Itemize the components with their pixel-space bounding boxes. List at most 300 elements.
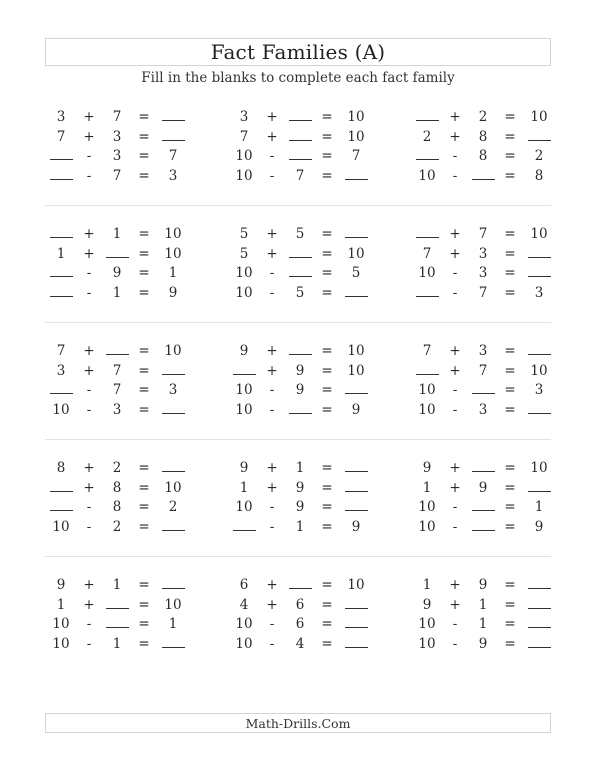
blank-line[interactable]	[472, 381, 495, 394]
equation-row	[224, 108, 364, 127]
answer-blank[interactable]	[47, 479, 75, 498]
operator: +	[83, 362, 95, 379]
equals-sign: =	[321, 167, 333, 184]
equals-sign: =	[321, 226, 333, 242]
blank-line[interactable]	[106, 342, 129, 355]
result: 10	[530, 460, 548, 476]
blank-line[interactable]	[233, 518, 256, 531]
operand-1: 10	[235, 167, 253, 184]
equation-row	[41, 147, 181, 166]
result: 1	[168, 265, 178, 281]
answer-blank[interactable]	[47, 147, 75, 166]
operand-2: 3	[112, 128, 122, 145]
equation-row	[407, 479, 547, 498]
equation-row	[224, 284, 364, 303]
answer-blank[interactable]	[159, 128, 187, 147]
operator: +	[449, 226, 461, 242]
operand-1: 10	[235, 148, 253, 164]
operator: -	[269, 635, 275, 652]
operand-1: 9	[422, 596, 432, 613]
blank-line[interactable]	[233, 362, 256, 375]
fact-family-block	[407, 108, 547, 188]
equation-row	[41, 576, 181, 595]
equation-row	[407, 615, 547, 634]
equals-sign: =	[321, 479, 333, 496]
operand-1: 10	[418, 382, 436, 398]
operand-2: 1	[478, 596, 488, 613]
answer-blank[interactable]	[342, 615, 370, 634]
blank-line[interactable]	[289, 576, 312, 589]
result: 10	[164, 596, 182, 613]
equals-sign: =	[321, 635, 333, 652]
blank-line[interactable]	[162, 362, 185, 375]
answer-blank[interactable]	[525, 401, 553, 420]
equation-row	[41, 498, 181, 517]
answer-blank[interactable]	[103, 596, 131, 615]
operand-2: 3	[478, 245, 488, 262]
blank-line[interactable]	[416, 362, 439, 375]
result: 10	[347, 343, 365, 359]
answer-blank[interactable]	[525, 615, 553, 634]
equals-sign: =	[321, 148, 333, 164]
equation-row	[224, 498, 364, 517]
answer-blank[interactable]	[159, 459, 187, 478]
blank-line[interactable]	[345, 459, 368, 472]
answer-blank[interactable]	[469, 459, 497, 478]
equals-sign: =	[504, 382, 516, 398]
equation-row	[41, 596, 181, 615]
equals-sign: =	[321, 343, 333, 359]
operand-2: 9	[295, 479, 305, 496]
operand-1: 10	[418, 167, 436, 184]
equals-sign: =	[504, 518, 516, 535]
blank-line[interactable]	[528, 264, 551, 277]
operator: +	[83, 596, 95, 613]
equals-sign: =	[321, 128, 333, 145]
operand-2: 1	[112, 284, 122, 301]
operator: -	[452, 284, 458, 301]
equals-sign: =	[321, 460, 333, 476]
blank-line[interactable]	[528, 245, 551, 258]
operand-1: 10	[235, 284, 253, 301]
result: 9	[351, 518, 361, 535]
operand-2: 7	[478, 284, 488, 301]
answer-blank[interactable]	[342, 381, 370, 400]
answer-blank[interactable]	[525, 596, 553, 615]
operand-1: 1	[56, 245, 66, 262]
footer-text: Math-Drills.Com	[245, 715, 351, 731]
blank-line[interactable]	[162, 459, 185, 472]
blank-line[interactable]	[106, 615, 129, 628]
row-divider	[45, 322, 551, 323]
answer-blank[interactable]	[159, 576, 187, 595]
fact-family-block	[224, 576, 364, 656]
blank-line[interactable]	[106, 596, 129, 609]
result: 1	[168, 616, 178, 632]
equation-row	[41, 479, 181, 498]
answer-blank[interactable]	[469, 381, 497, 400]
answer-blank[interactable]	[47, 381, 75, 400]
operator: -	[452, 265, 458, 281]
answer-blank[interactable]	[525, 342, 553, 361]
operand-2: 9	[478, 635, 488, 652]
equals-sign: =	[138, 479, 150, 496]
equation-row	[407, 108, 547, 127]
result: 5	[351, 265, 361, 281]
page-title: Fact Families (A)	[210, 40, 386, 64]
operator: -	[86, 284, 92, 301]
equation-row	[407, 225, 547, 244]
blank-line[interactable]	[472, 498, 495, 511]
equals-sign: =	[321, 284, 333, 301]
result: 10	[347, 245, 365, 262]
operand-1: 9	[422, 460, 432, 476]
answer-blank[interactable]	[47, 284, 75, 303]
answer-blank[interactable]	[413, 108, 441, 127]
blank-line[interactable]	[289, 264, 312, 277]
answer-blank[interactable]	[342, 284, 370, 303]
fact-family-block	[407, 459, 547, 539]
operand-1: 7	[422, 343, 432, 359]
operand-1: 10	[235, 616, 253, 632]
operand-2: 1	[295, 460, 305, 476]
answer-blank[interactable]	[413, 362, 441, 381]
operator: +	[83, 226, 95, 242]
operand-1: 7	[422, 245, 432, 262]
operator: +	[266, 479, 278, 496]
blank-line[interactable]	[528, 576, 551, 589]
equals-sign: =	[138, 596, 150, 613]
answer-blank[interactable]	[47, 167, 75, 186]
operand-2: 2	[112, 518, 122, 535]
equals-sign: =	[321, 382, 333, 398]
answer-blank[interactable]	[159, 518, 187, 537]
blank-line[interactable]	[345, 498, 368, 511]
blank-line[interactable]	[345, 381, 368, 394]
answer-blank[interactable]	[159, 635, 187, 654]
operand-1: 10	[418, 616, 436, 632]
operand-2: 7	[478, 362, 488, 379]
equation-row	[41, 342, 181, 361]
operator: -	[86, 382, 92, 398]
blank-line[interactable]	[345, 284, 368, 297]
equation-row	[407, 576, 547, 595]
operand-2: 8	[112, 499, 122, 515]
operand-2: 3	[112, 401, 122, 418]
blank-line[interactable]	[162, 635, 185, 648]
blank-line[interactable]	[289, 128, 312, 141]
operand-1: 1	[422, 479, 432, 496]
fact-family-block	[41, 576, 181, 656]
operand-2: 5	[295, 226, 305, 242]
operator: -	[86, 401, 92, 418]
equation-row	[224, 635, 364, 654]
blank-line[interactable]	[289, 342, 312, 355]
blank-line[interactable]	[528, 635, 551, 648]
operator: +	[83, 343, 95, 359]
blank-line[interactable]	[416, 284, 439, 297]
equals-sign: =	[321, 616, 333, 632]
operator: +	[266, 596, 278, 613]
equals-sign: =	[504, 460, 516, 476]
blank-line[interactable]	[162, 576, 185, 589]
blank-line[interactable]	[528, 479, 551, 492]
operand-2: 3	[478, 401, 488, 418]
result: 1	[534, 499, 544, 515]
blank-line[interactable]	[50, 264, 73, 277]
blank-line[interactable]	[345, 479, 368, 492]
operator: -	[269, 265, 275, 281]
blank-line[interactable]	[416, 147, 439, 160]
equals-sign: =	[138, 128, 150, 145]
answer-blank[interactable]	[230, 518, 258, 537]
blank-line[interactable]	[50, 147, 73, 160]
blank-line[interactable]	[50, 479, 73, 492]
equals-sign: =	[138, 226, 150, 242]
result: 2	[534, 148, 544, 164]
equation-row	[407, 381, 547, 400]
instructions: Fill in the blanks to complete each fact family	[141, 70, 455, 86]
equation-row	[224, 264, 364, 283]
operator: +	[449, 479, 461, 496]
equals-sign: =	[504, 401, 516, 418]
equals-sign: =	[321, 499, 333, 515]
equation-row	[224, 596, 364, 615]
operator: +	[83, 128, 95, 145]
equals-sign: =	[138, 265, 150, 281]
blank-line[interactable]	[416, 108, 439, 121]
answer-blank[interactable]	[47, 498, 75, 517]
answer-blank[interactable]	[286, 576, 314, 595]
operator: +	[449, 343, 461, 359]
blank-line[interactable]	[162, 518, 185, 531]
blank-line[interactable]	[50, 381, 73, 394]
answer-blank[interactable]	[342, 167, 370, 186]
equation-row	[407, 128, 547, 147]
equation-row	[41, 518, 181, 537]
result: 10	[164, 479, 182, 496]
operand-1: 5	[239, 245, 249, 262]
answer-blank[interactable]	[525, 128, 553, 147]
blank-line[interactable]	[106, 245, 129, 258]
result: 3	[534, 284, 544, 301]
blank-line[interactable]	[528, 615, 551, 628]
operand-2: 1	[478, 616, 488, 632]
blank-line[interactable]	[345, 167, 368, 180]
answer-blank[interactable]	[413, 284, 441, 303]
result: 3	[534, 382, 544, 398]
fact-family-block	[224, 342, 364, 422]
blank-line[interactable]	[289, 401, 312, 414]
answer-blank[interactable]	[413, 225, 441, 244]
equals-sign: =	[504, 499, 516, 515]
operator: -	[86, 518, 92, 535]
operand-1: 10	[52, 616, 70, 632]
row-divider	[45, 439, 551, 440]
blank-line[interactable]	[50, 498, 73, 511]
operator: +	[449, 128, 461, 145]
answer-blank[interactable]	[103, 245, 131, 264]
equals-sign: =	[504, 148, 516, 164]
fact-family-block	[407, 225, 547, 305]
operator: +	[266, 362, 278, 379]
answer-blank[interactable]	[342, 479, 370, 498]
operator: -	[269, 382, 275, 398]
blank-line[interactable]	[472, 518, 495, 531]
answer-blank[interactable]	[342, 596, 370, 615]
equation-row	[224, 518, 364, 537]
blank-line[interactable]	[345, 225, 368, 238]
equals-sign: =	[504, 245, 516, 262]
equals-sign: =	[138, 245, 150, 262]
footer-box	[45, 713, 551, 733]
equation-row	[407, 245, 547, 264]
answer-blank[interactable]	[286, 342, 314, 361]
equation-row	[407, 459, 547, 478]
operator: -	[86, 499, 92, 515]
result: 8	[534, 167, 544, 184]
equals-sign: =	[504, 284, 516, 301]
answer-blank[interactable]	[286, 147, 314, 166]
answer-blank[interactable]	[159, 108, 187, 127]
operand-1: 1	[56, 596, 66, 613]
answer-blank[interactable]	[159, 401, 187, 420]
answer-blank[interactable]	[103, 342, 131, 361]
operand-1: 9	[239, 343, 249, 359]
operand-2: 9	[295, 499, 305, 515]
blank-line[interactable]	[289, 245, 312, 258]
operator: -	[269, 401, 275, 418]
operator: +	[449, 460, 461, 476]
blank-line[interactable]	[345, 596, 368, 609]
operator: +	[449, 577, 461, 593]
answer-blank[interactable]	[103, 615, 131, 634]
equation-row	[224, 479, 364, 498]
operator: -	[452, 635, 458, 652]
equation-row	[224, 459, 364, 478]
operand-2: 7	[112, 382, 122, 398]
answer-blank[interactable]	[413, 147, 441, 166]
equation-row	[407, 362, 547, 381]
equals-sign: =	[138, 362, 150, 379]
answer-blank[interactable]	[525, 635, 553, 654]
equals-sign: =	[138, 343, 150, 359]
result: 10	[347, 109, 365, 125]
equation-row	[407, 284, 547, 303]
operand-2: 9	[478, 577, 488, 593]
blank-line[interactable]	[289, 108, 312, 121]
row-divider	[45, 205, 551, 206]
result: 10	[530, 226, 548, 242]
answer-blank[interactable]	[342, 498, 370, 517]
equation-row	[41, 264, 181, 283]
answer-blank[interactable]	[469, 167, 497, 186]
answer-blank[interactable]	[286, 264, 314, 283]
answer-blank[interactable]	[342, 459, 370, 478]
operand-2: 7	[295, 167, 305, 184]
operator: -	[269, 167, 275, 184]
operand-1: 10	[235, 265, 253, 281]
equation-row	[41, 401, 181, 420]
answer-blank[interactable]	[286, 128, 314, 147]
answer-blank[interactable]	[525, 479, 553, 498]
equation-row	[41, 108, 181, 127]
blank-line[interactable]	[528, 342, 551, 355]
operand-1: 2	[422, 128, 432, 145]
answer-blank[interactable]	[47, 264, 75, 283]
blank-line[interactable]	[472, 167, 495, 180]
equals-sign: =	[321, 596, 333, 613]
equals-sign: =	[321, 362, 333, 379]
blank-line[interactable]	[345, 635, 368, 648]
answer-blank[interactable]	[342, 635, 370, 654]
answer-blank[interactable]	[47, 225, 75, 244]
answer-blank[interactable]	[342, 225, 370, 244]
blank-line[interactable]	[162, 108, 185, 121]
operand-2: 7	[112, 167, 122, 184]
operator: +	[266, 460, 278, 476]
answer-blank[interactable]	[286, 245, 314, 264]
result: 10	[164, 343, 182, 359]
operator: -	[86, 265, 92, 281]
fact-family-block	[224, 108, 364, 188]
blank-line[interactable]	[162, 401, 185, 414]
equals-sign: =	[504, 343, 516, 359]
operand-1: 10	[235, 635, 253, 652]
answer-blank[interactable]	[469, 518, 497, 537]
result: 10	[530, 109, 548, 125]
blank-line[interactable]	[345, 615, 368, 628]
operator: +	[83, 109, 95, 125]
blank-line[interactable]	[528, 128, 551, 141]
operator: -	[269, 499, 275, 515]
answer-blank[interactable]	[286, 401, 314, 420]
equation-row	[224, 225, 364, 244]
blank-line[interactable]	[289, 147, 312, 160]
operand-1: 4	[239, 596, 249, 613]
equation-row	[407, 518, 547, 537]
equation-row	[407, 401, 547, 420]
equals-sign: =	[138, 499, 150, 515]
operand-2: 1	[112, 635, 122, 652]
equals-sign: =	[504, 577, 516, 593]
equation-row	[41, 615, 181, 634]
answer-blank[interactable]	[230, 362, 258, 381]
equation-row	[407, 342, 547, 361]
blank-line[interactable]	[50, 167, 73, 180]
blank-line[interactable]	[528, 596, 551, 609]
answer-blank[interactable]	[525, 245, 553, 264]
answer-blank[interactable]	[525, 264, 553, 283]
blank-line[interactable]	[472, 459, 495, 472]
operand-2: 7	[478, 226, 488, 242]
equation-row	[224, 342, 364, 361]
answer-blank[interactable]	[286, 108, 314, 127]
operator: -	[269, 148, 275, 164]
blank-line[interactable]	[50, 284, 73, 297]
equals-sign: =	[504, 109, 516, 125]
answer-blank[interactable]	[469, 498, 497, 517]
answer-blank[interactable]	[159, 362, 187, 381]
operator: +	[449, 109, 461, 125]
blank-line[interactable]	[50, 225, 73, 238]
blank-line[interactable]	[416, 225, 439, 238]
equals-sign: =	[138, 616, 150, 632]
answer-blank[interactable]	[525, 576, 553, 595]
blank-line[interactable]	[162, 128, 185, 141]
operand-2: 2	[478, 109, 488, 125]
blank-line[interactable]	[528, 401, 551, 414]
